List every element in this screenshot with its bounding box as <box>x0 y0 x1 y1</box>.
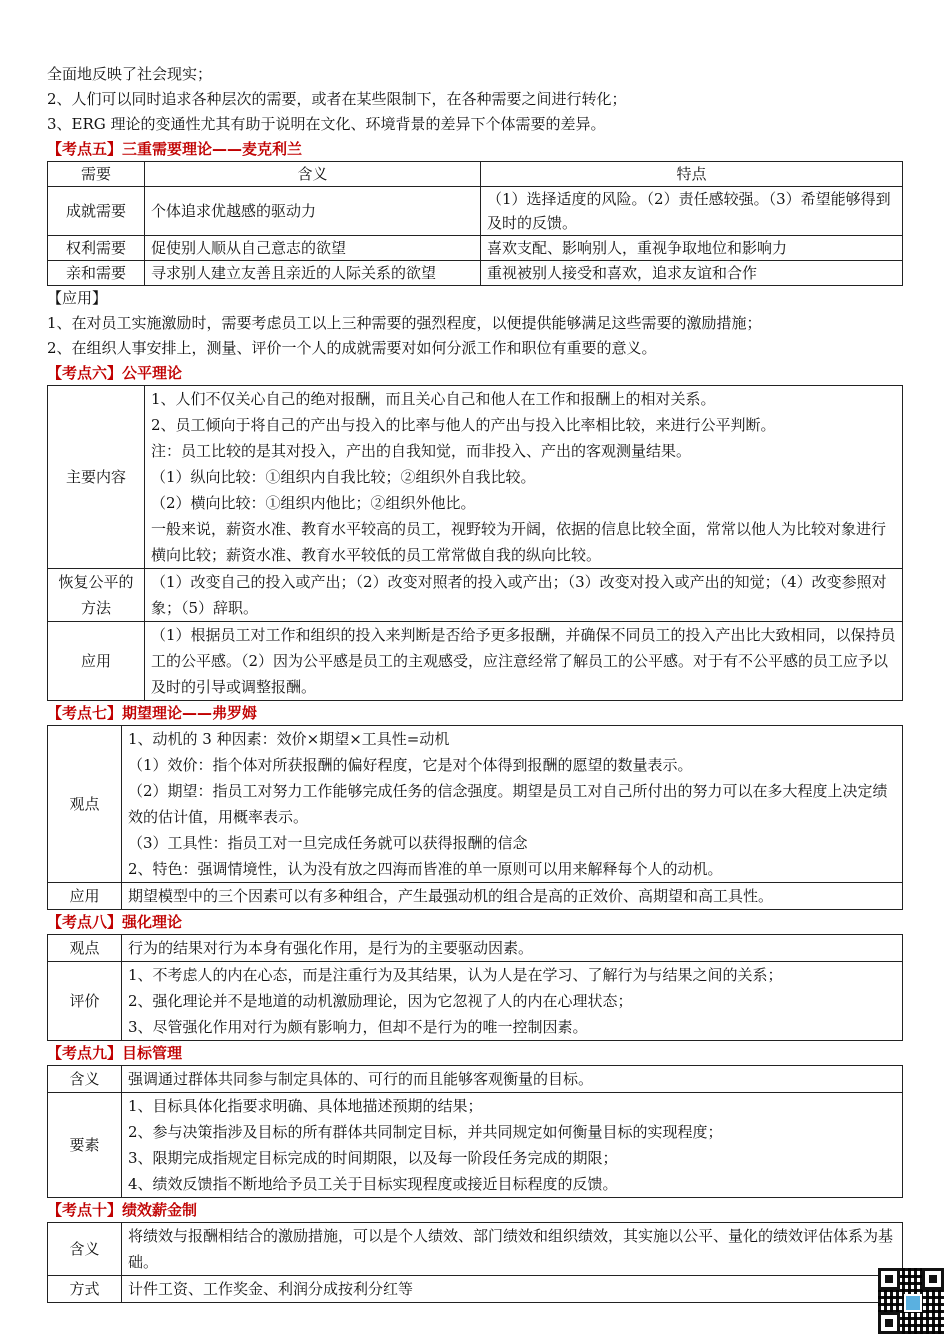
qr-code-icon <box>878 1268 944 1334</box>
table-row <box>48 569 903 622</box>
elements-cell <box>122 1093 903 1198</box>
meaning-cell: 个体追求优越感的驱动力 <box>145 187 481 236</box>
section10-table <box>47 1222 903 1303</box>
section5-heading: 【考点五】三重需要理论——麦克利兰 <box>47 140 303 158</box>
meaning-cell: 将绩效与报酬相结合的激励措施，可以是个人绩效、部门绩效和组织绩效，其实施以公平、量化的绩效评估体系为基础。 <box>122 1223 903 1276</box>
application-title: 【应用】 <box>47 289 108 307</box>
meaning-cell: 促使别人顺从自己意志的欲望 <box>145 236 481 261</box>
view-cell <box>122 726 903 883</box>
application-label: 应用 <box>48 622 145 701</box>
restore-label: 恢复公平的方法 <box>48 569 145 622</box>
section7-table <box>47 725 903 910</box>
header-meaning: 含义 <box>145 162 481 187</box>
document-page <box>47 62 903 1303</box>
table-row <box>48 935 903 962</box>
table-row <box>48 962 903 1041</box>
view-line: （3）工具性：指员工对一旦完成任务就可以获得报酬的信念 <box>128 834 528 852</box>
table-header-row <box>48 162 903 187</box>
element-line: 1、目标具体化指要求明确、具体地描述预期的结果； <box>128 1097 483 1115</box>
qr-logo-icon <box>904 1294 922 1312</box>
application-cell: 期望模型中的三个因素可以有多种组合，产生最强动机的组合是高的正效价、高期望和高工具性。 <box>122 883 903 910</box>
application-line-2: 2、在组织人事安排上，测量、评价一个人的成就需要对如何分派工作和职位有重要的意义。 <box>47 339 657 357</box>
meaning-cell: 寻求别人建立友善且亲近的人际关系的欲望 <box>145 261 481 286</box>
section8-table <box>47 934 903 1041</box>
main-line: （1）纵向比较：①组织内自我比较；②组织外自我比较。 <box>151 468 536 486</box>
table-row <box>48 883 903 910</box>
table-row <box>48 726 903 883</box>
need-cell: 成就需要 <box>48 187 145 236</box>
table-row <box>48 386 903 569</box>
element-line: 2、参与决策指涉及目标的所有群体共同制定目标，并共同规定如何衡量目标的实现程度； <box>128 1123 723 1141</box>
application-label: 应用 <box>48 883 122 910</box>
view-line: （1）效价：指个体对所获报酬的偏好程度，它是对个体得到报酬的愿望的数量表示。 <box>128 756 693 774</box>
main-content-label: 主要内容 <box>48 386 145 569</box>
evaluation-line: 3、尽管强化作用对行为颇有影响力，但却不是行为的唯一控制因素。 <box>128 1018 588 1036</box>
main-line: 1、人们不仅关心自己的绝对报酬，而且关心自己和他人在工作和报酬上的相对关系。 <box>151 390 716 408</box>
qr-finder-mark <box>878 1268 900 1290</box>
table-row <box>48 261 903 286</box>
intro-line-3: 3、ERG 理论的变通性尤其有助于说明在文化、环境背景的差异下个体需要的差异。 <box>47 115 606 133</box>
section10-heading: 【考点十】绩效薪金制 <box>47 1201 198 1219</box>
intro-line-1: 全面地反映了社会现实； <box>47 65 213 83</box>
main-content-cell <box>145 386 903 569</box>
element-line: 3、限期完成指规定目标完成的时间期限，以及每一阶段任务完成的期限； <box>128 1149 618 1167</box>
view-line: （2）期望：指员工对努力工作能够完成任务的信念强度。期望是员工对自己所付出的努力可以在多大程度上决定绩效的估计值，用概率表示。 <box>128 782 888 826</box>
method-label: 方式 <box>48 1276 122 1303</box>
feature-cell: （1）选择适度的风险。（2）责任感较强。（3）希望能够得到及时的反馈。 <box>481 187 903 236</box>
view-cell: 行为的结果对行为本身有强化作用，是行为的主要驱动因素。 <box>122 935 903 962</box>
table-row <box>48 1066 903 1093</box>
need-cell: 亲和需要 <box>48 261 145 286</box>
evaluation-line: 1、不考虑人的内在心态，而是注重行为及其结果，认为人是在学习、了解行为与结果之间的关系； <box>128 966 783 984</box>
main-line: 注：员工比较的是其对投入，产出的自我知觉，而非投入、产出的客观测量结果。 <box>151 442 692 460</box>
feature-cell: 重视被别人接受和喜欢，追求友谊和合作 <box>481 261 903 286</box>
header-feature: 特点 <box>481 162 903 187</box>
application-cell: （1）根据员工对工作和组织的投入来判断是否给予更多报酬，并确保不同员工的投入产出比大致相同，以保持员工的公平感。（2）因为公平感是员工的主观感受，应注意经常了解员工的公平感。对于有不公平感的员工应予以及时的引导或调整报酬。 <box>145 622 903 701</box>
evaluation-line: 2、强化理论并不是地道的动机激励理论，因为它忽视了人的内在心理状态； <box>128 992 633 1010</box>
section5-table <box>47 161 903 286</box>
meaning-cell: 强调通过群体共同参与制定具体的、可行的而且能够客观衡量的目标。 <box>122 1066 903 1093</box>
table-row <box>48 622 903 701</box>
restore-cell: （1）改变自己的投入或产出；（2）改变对照者的投入或产出；（3）改变对投入或产出的知觉；（4）改变参照对象；（5）辞职。 <box>145 569 903 622</box>
header-need: 需要 <box>48 162 145 187</box>
table-row <box>48 1276 903 1303</box>
need-cell: 权利需要 <box>48 236 145 261</box>
view-label: 观点 <box>48 726 122 883</box>
feature-cell: 喜欢支配、影响别人，重视争取地位和影响力 <box>481 236 903 261</box>
main-line: 一般来说，薪资水准、教育水平较高的员工，视野较为开阔，依据的信息比较全面，常常以他人为比较对象进行横向比较；薪资水准、教育水平较低的员工常常做自我的纵向比较。 <box>151 520 887 564</box>
method-cell: 计件工资、工作奖金、利润分成按利分红等 <box>122 1276 903 1303</box>
evaluation-label: 评价 <box>48 962 122 1041</box>
main-line: 2、员工倾向于将自己的产出与投入的比率与他人的产出与投入比率相比较，来进行公平判断。 <box>151 416 776 434</box>
section9-table <box>47 1065 903 1198</box>
elements-label: 要素 <box>48 1093 122 1198</box>
view-label: 观点 <box>48 935 122 962</box>
qr-finder-mark <box>922 1268 944 1290</box>
view-line: 2、特色：强调情境性，认为没有放之四海而皆准的单一原则可以用来解释每个人的动机。 <box>128 860 723 878</box>
intro-line-2: 2、人们可以同时追求各种层次的需要，或者在某些限制下，在各种需要之间进行转化； <box>47 90 627 108</box>
table-row <box>48 1223 903 1276</box>
view-line: 1、动机的 3 种因素：效价×期望×工具性=动机 <box>128 730 450 748</box>
element-line: 4、绩效反馈指不断地给予员工关于目标实现程度或接近目标程度的反馈。 <box>128 1175 618 1193</box>
table-row <box>48 236 903 261</box>
meaning-label: 含义 <box>48 1223 122 1276</box>
section6-table <box>47 385 903 701</box>
section7-heading: 【考点七】期望理论——弗罗姆 <box>47 704 258 722</box>
application-line-1: 1、在对员工实施激励时，需要考虑员工以上三种需要的强烈程度，以便提供能够满足这些需要的激励措施； <box>47 314 762 332</box>
main-line: （2）横向比较：①组织内他比；②组织外他比。 <box>151 494 476 512</box>
qr-finder-mark <box>878 1312 900 1334</box>
table-row <box>48 1093 903 1198</box>
section8-heading: 【考点八】强化理论 <box>47 913 183 931</box>
meaning-label: 含义 <box>48 1066 122 1093</box>
section9-heading: 【考点九】目标管理 <box>47 1044 183 1062</box>
table-row <box>48 187 903 236</box>
section6-heading: 【考点六】公平理论 <box>47 364 183 382</box>
evaluation-cell <box>122 962 903 1041</box>
